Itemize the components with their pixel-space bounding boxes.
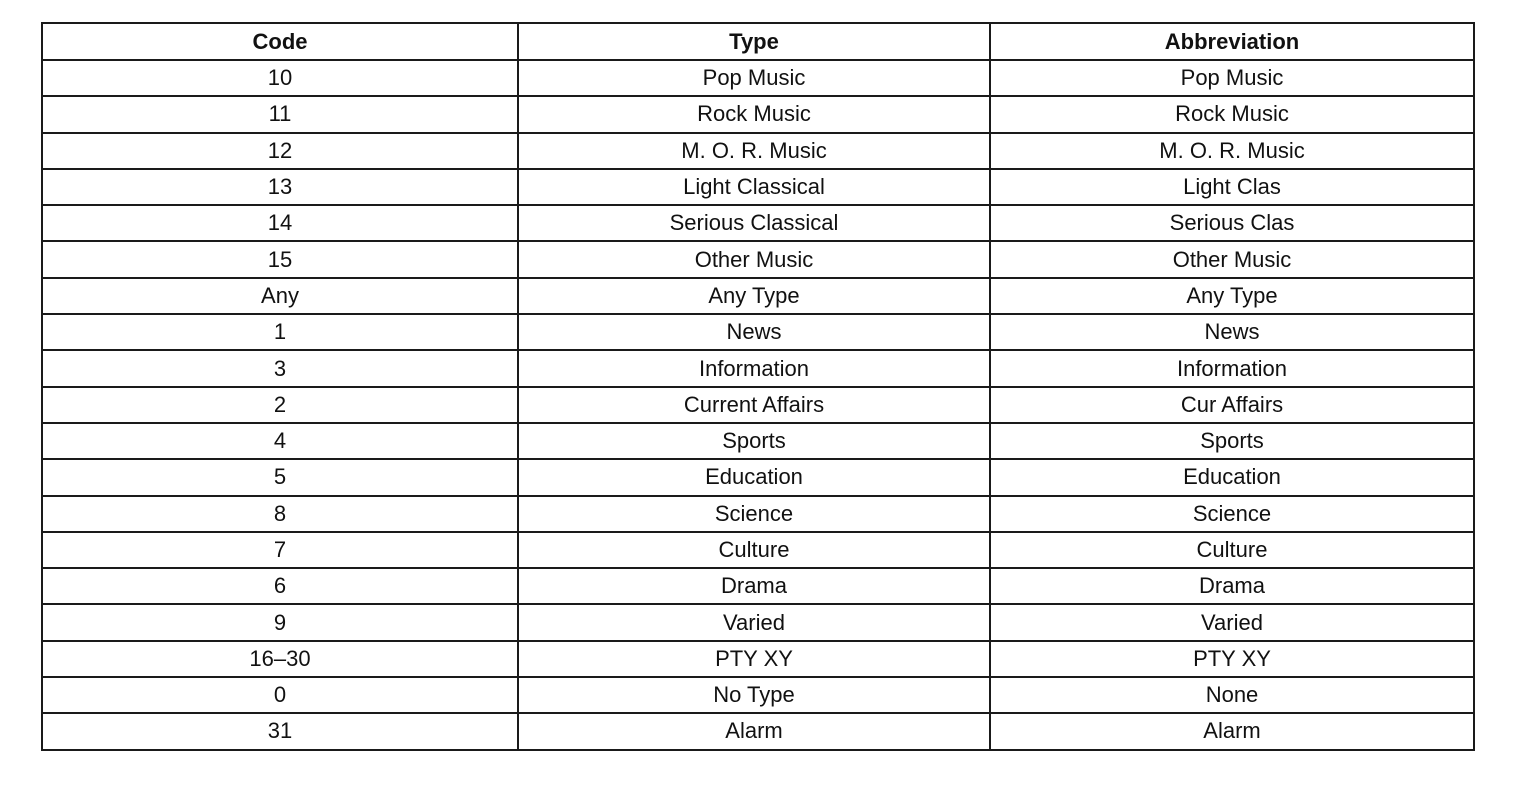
cell-type: Alarm (518, 713, 990, 749)
cell-code: 9 (42, 604, 518, 640)
cell-code: 1 (42, 314, 518, 350)
cell-code: 3 (42, 350, 518, 386)
cell-abbreviation: PTY XY (990, 641, 1474, 677)
cell-type: News (518, 314, 990, 350)
cell-type: Information (518, 350, 990, 386)
table-row (42, 96, 1474, 132)
cell-abbreviation: Drama (990, 568, 1474, 604)
table-row (42, 604, 1474, 640)
cell-code: 13 (42, 169, 518, 205)
cell-abbreviation: Science (990, 496, 1474, 532)
cell-code: 2 (42, 387, 518, 423)
cell-abbreviation: Light Clas (990, 169, 1474, 205)
cell-type: M. O. R. Music (518, 133, 990, 169)
table-row (42, 713, 1474, 749)
cell-code: 14 (42, 205, 518, 241)
table-row (42, 133, 1474, 169)
table-row (42, 241, 1474, 277)
cell-type: Culture (518, 532, 990, 568)
header-abbreviation: Abbreviation (990, 23, 1474, 60)
cell-abbreviation: Information (990, 350, 1474, 386)
table-row (42, 278, 1474, 314)
cell-type: Sports (518, 423, 990, 459)
cell-code: 7 (42, 532, 518, 568)
table-row (42, 314, 1474, 350)
cell-type: Current Affairs (518, 387, 990, 423)
cell-code: 12 (42, 133, 518, 169)
header-type: Type (518, 23, 990, 60)
table-row (42, 532, 1474, 568)
cell-code: Any (42, 278, 518, 314)
table-row (42, 387, 1474, 423)
cell-abbreviation: News (990, 314, 1474, 350)
table-row (42, 60, 1474, 96)
table-row (42, 423, 1474, 459)
cell-type: PTY XY (518, 641, 990, 677)
cell-type: Any Type (518, 278, 990, 314)
cell-abbreviation: Education (990, 459, 1474, 495)
cell-abbreviation: Cur Affairs (990, 387, 1474, 423)
table-row (42, 169, 1474, 205)
cell-type: Education (518, 459, 990, 495)
table-row (42, 641, 1474, 677)
cell-abbreviation: Any Type (990, 278, 1474, 314)
cell-abbreviation: Culture (990, 532, 1474, 568)
cell-abbreviation: M. O. R. Music (990, 133, 1474, 169)
table-row (42, 350, 1474, 386)
table-header-row (42, 23, 1474, 60)
cell-type: Drama (518, 568, 990, 604)
cell-type: Pop Music (518, 60, 990, 96)
cell-code: 15 (42, 241, 518, 277)
cell-type: Light Classical (518, 169, 990, 205)
cell-abbreviation: None (990, 677, 1474, 713)
table-row (42, 677, 1474, 713)
cell-abbreviation: Pop Music (990, 60, 1474, 96)
cell-abbreviation: Serious Clas (990, 205, 1474, 241)
cell-type: Rock Music (518, 96, 990, 132)
cell-type: Serious Classical (518, 205, 990, 241)
cell-type: Other Music (518, 241, 990, 277)
cell-abbreviation: Other Music (990, 241, 1474, 277)
cell-code: 8 (42, 496, 518, 532)
cell-code: 16–30 (42, 641, 518, 677)
table-row (42, 496, 1474, 532)
cell-code: 6 (42, 568, 518, 604)
cell-code: 10 (42, 60, 518, 96)
cell-code: 0 (42, 677, 518, 713)
table-row (42, 459, 1474, 495)
program-type-table (41, 22, 1475, 751)
cell-abbreviation: Alarm (990, 713, 1474, 749)
table-row (42, 568, 1474, 604)
cell-type: Science (518, 496, 990, 532)
cell-type: Varied (518, 604, 990, 640)
cell-code: 4 (42, 423, 518, 459)
cell-type: No Type (518, 677, 990, 713)
cell-code: 11 (42, 96, 518, 132)
header-code: Code (42, 23, 518, 60)
cell-code: 31 (42, 713, 518, 749)
cell-abbreviation: Sports (990, 423, 1474, 459)
cell-code: 5 (42, 459, 518, 495)
table-row (42, 205, 1474, 241)
cell-abbreviation: Rock Music (990, 96, 1474, 132)
cell-abbreviation: Varied (990, 604, 1474, 640)
